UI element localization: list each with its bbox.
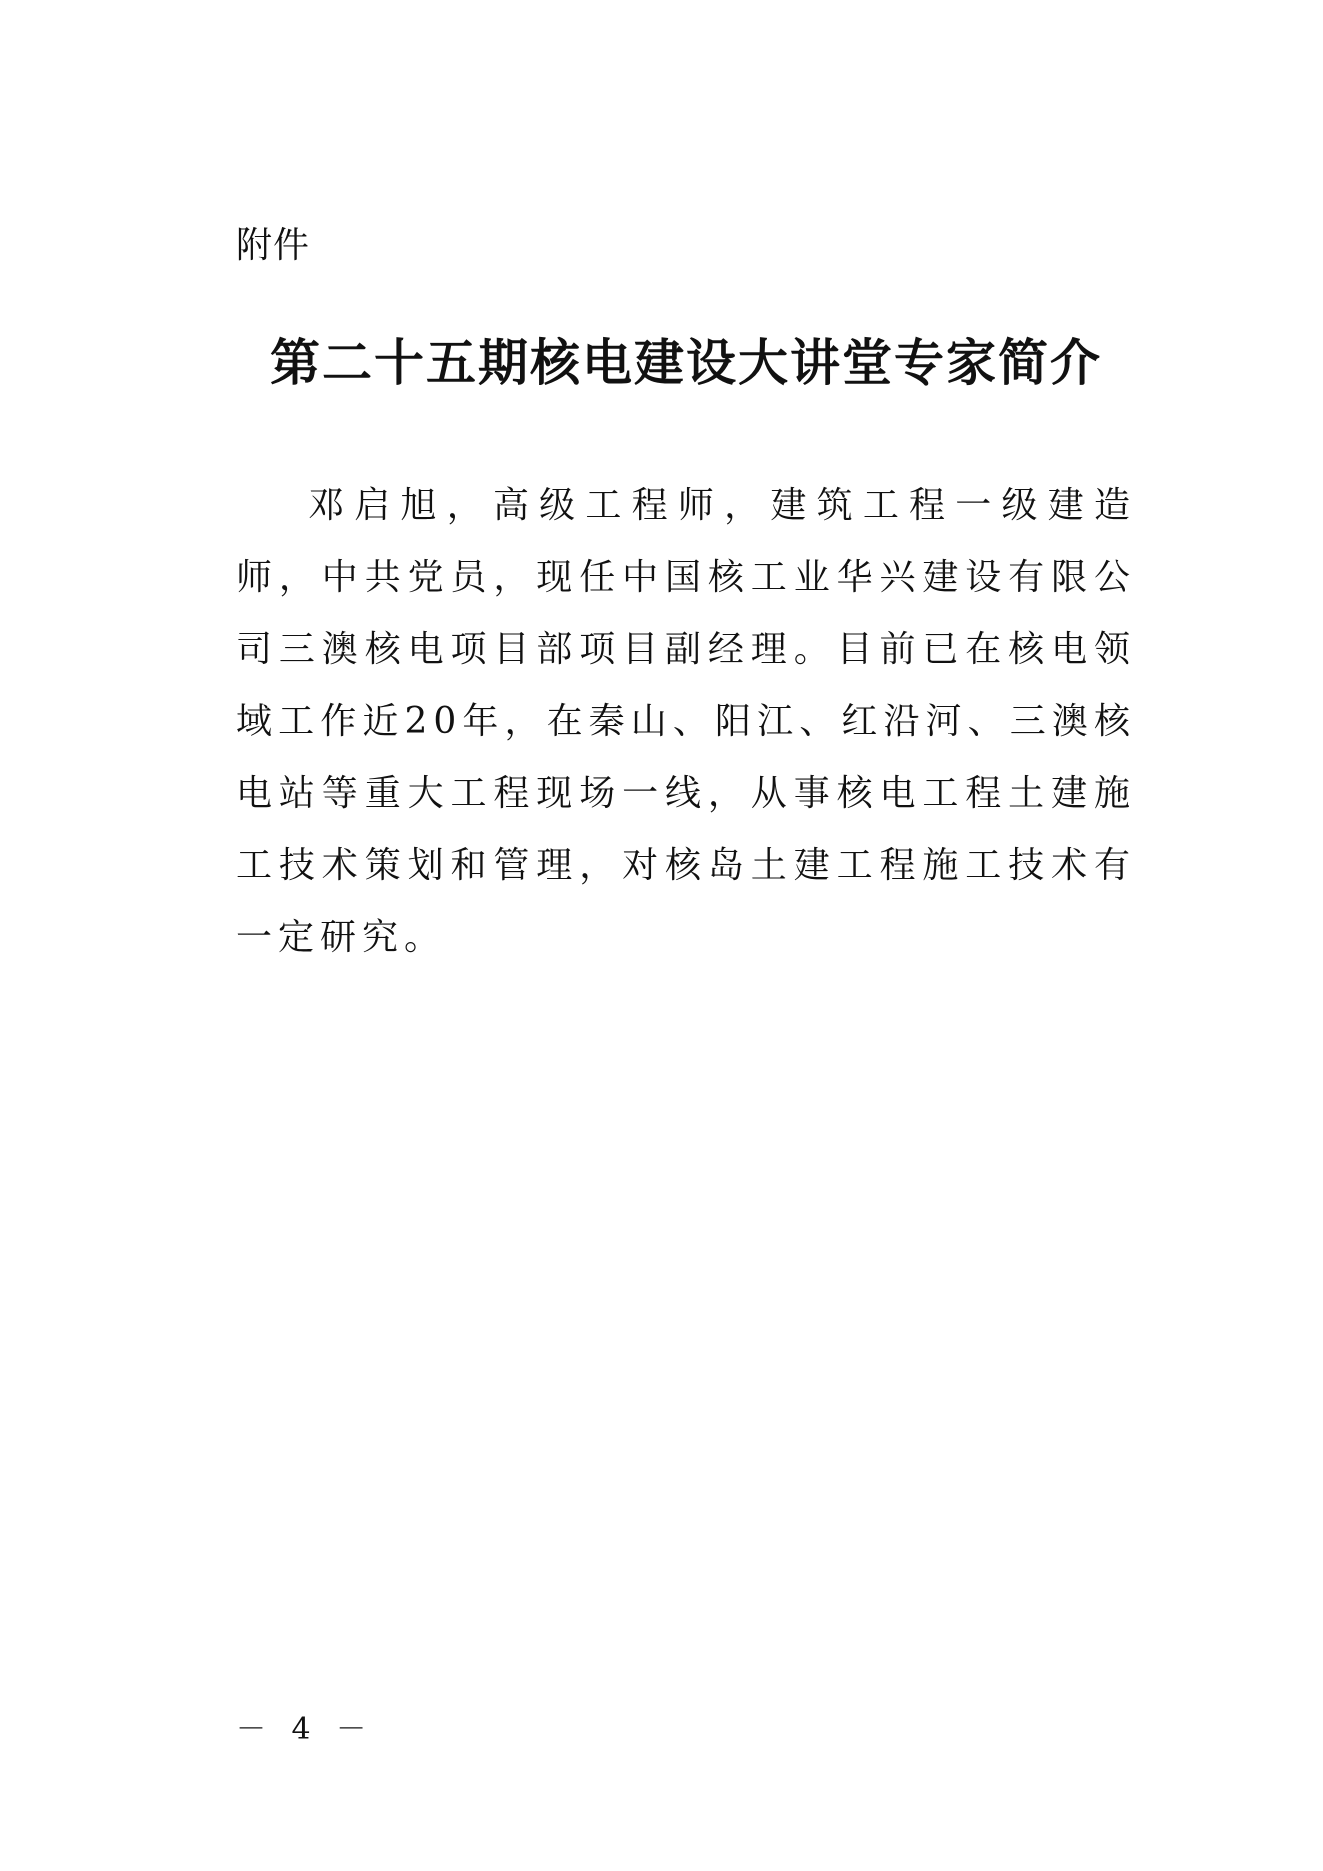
- document-title: 第二十五期核电建设大讲堂专家简介: [270, 333, 1102, 392]
- page-number: － 4 －: [236, 1712, 375, 1747]
- expert-bio-paragraph: 邓启旭，高级工程师，建筑工程一级建造师，中共党员，现任中国核工业华兴建设有限公司三澳核电项目部项目副经理。目前已在核电领域工作近20年，在秦山、阳江、红沿河、三澳核电站等重大工程现场一线，从事核电工程土建施工技术策划和管理，对核岛土建工程施工技术有一定研究。: [236, 485, 1136, 958]
- attachment-label: 附件: [236, 225, 311, 266]
